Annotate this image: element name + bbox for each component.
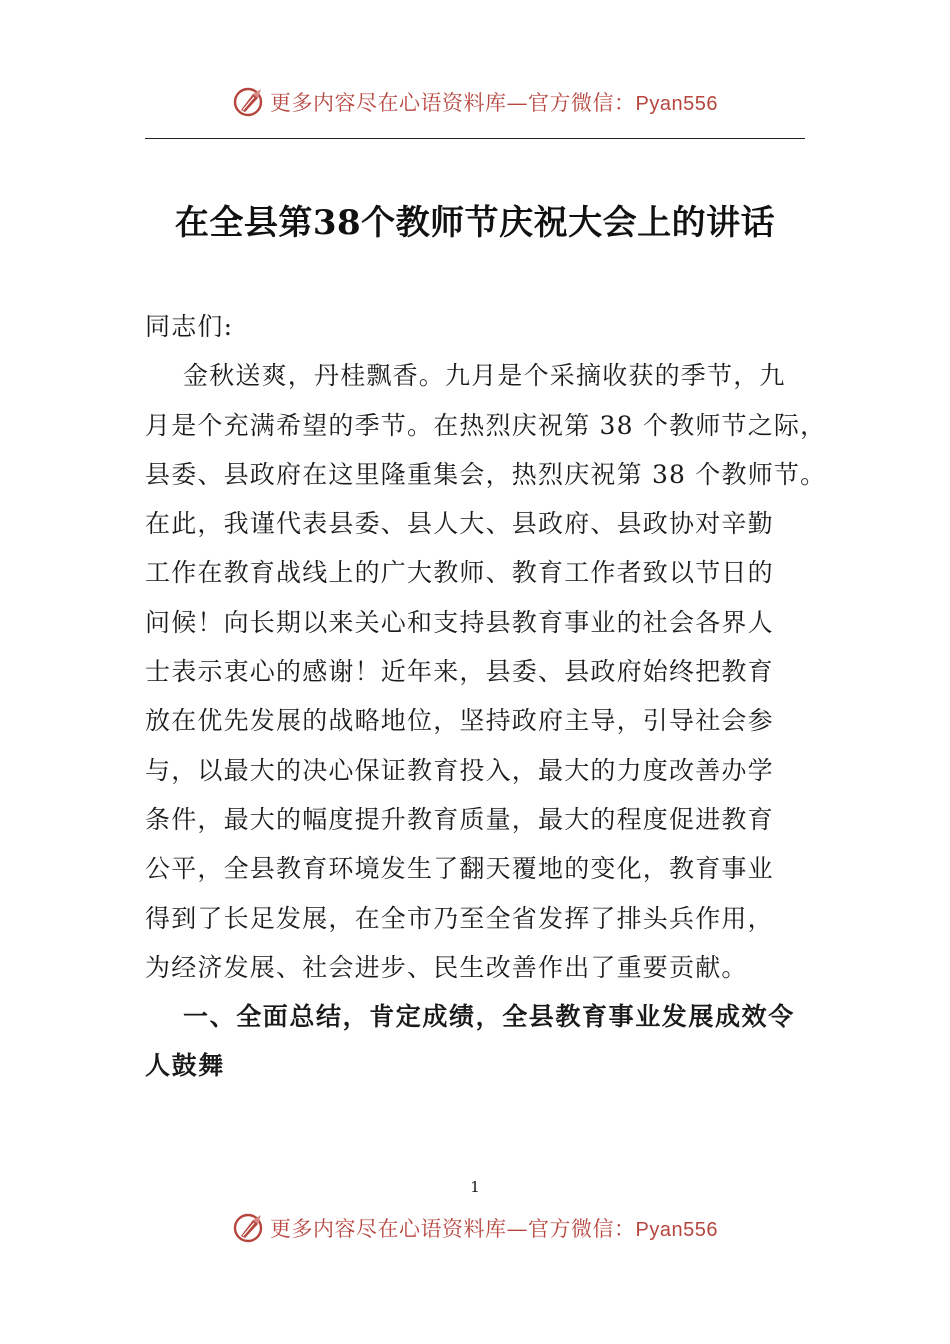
pen-nib-logo-icon <box>232 1211 266 1245</box>
paragraph-line: 在此，我谨代表县委、县人大、县政府、县政协对辛勤 <box>145 509 774 539</box>
header-banner-separator: — <box>506 91 529 115</box>
paragraph-line: 县委、县政府在这里隆重集会，热烈庆祝第 38 个教师节。 <box>145 459 827 489</box>
paragraph-line: 放在优先发展的战略地位，坚持政府主导，引导社会参 <box>145 706 774 736</box>
page-number: 1 <box>470 1178 480 1196</box>
paragraph-line: 士表示衷心的感谢！近年来，县委、县政府始终把教育 <box>145 657 774 687</box>
header-banner-wechat-label: 官方微信： <box>528 91 636 115</box>
document-title: 在全县第38个教师节庆祝大会上的讲话 <box>174 203 776 243</box>
footer-banner-wechat-label: 官方微信： <box>528 1217 636 1241</box>
paragraph-line: 月是个充满希望的季节。在热烈庆祝第 38 个教师节之际， <box>145 410 827 440</box>
paragraph-line: 公平，全县教育环境发生了翻天覆地的变化，教育事业 <box>145 854 774 884</box>
paragraph-line: 问候！向长期以来关心和支持县教育事业的社会各界人 <box>145 607 774 637</box>
paragraph-line: 得到了长足发展，在全市乃至全省发挥了排头兵作用， <box>145 903 774 933</box>
header-banner-wechat-id: Pyan556 <box>635 93 718 115</box>
footer-banner-separator: — <box>506 1217 529 1241</box>
header-banner <box>0 82 950 122</box>
footer-banner <box>0 1208 950 1248</box>
document-body <box>145 302 827 1091</box>
paragraph-line: 金秋送爽，丹桂飘香。九月是个采摘收获的季节，九 <box>183 361 786 391</box>
header-banner-title: 更多内容尽在心语资料库 <box>270 91 507 115</box>
footer-banner-wechat-id: Pyan556 <box>635 1219 718 1241</box>
section-heading-line: 一、全面总结，肯定成绩，全县教育事业发展成效令 <box>183 1002 795 1032</box>
header-divider <box>145 138 805 139</box>
pen-nib-logo-icon <box>232 85 266 119</box>
footer-banner-text <box>270 1213 718 1243</box>
section-heading-line: 人鼓舞 <box>145 1051 225 1081</box>
paragraph-line: 为经济发展、社会进步、民生改善作出了重要贡献。 <box>145 952 748 982</box>
footer-banner-title: 更多内容尽在心语资料库 <box>270 1217 507 1241</box>
paragraph-line: 条件，最大的幅度提升教育质量，最大的程度促进教育 <box>145 804 774 834</box>
paragraph-line: 与，以最大的决心保证教育投入，最大的力度改善办学 <box>145 755 774 785</box>
header-banner-text <box>270 87 718 117</box>
paragraph-line: 工作在教育战线上的广大教师、教育工作者致以节日的 <box>145 558 774 588</box>
salutation: 同志们: <box>145 312 234 341</box>
